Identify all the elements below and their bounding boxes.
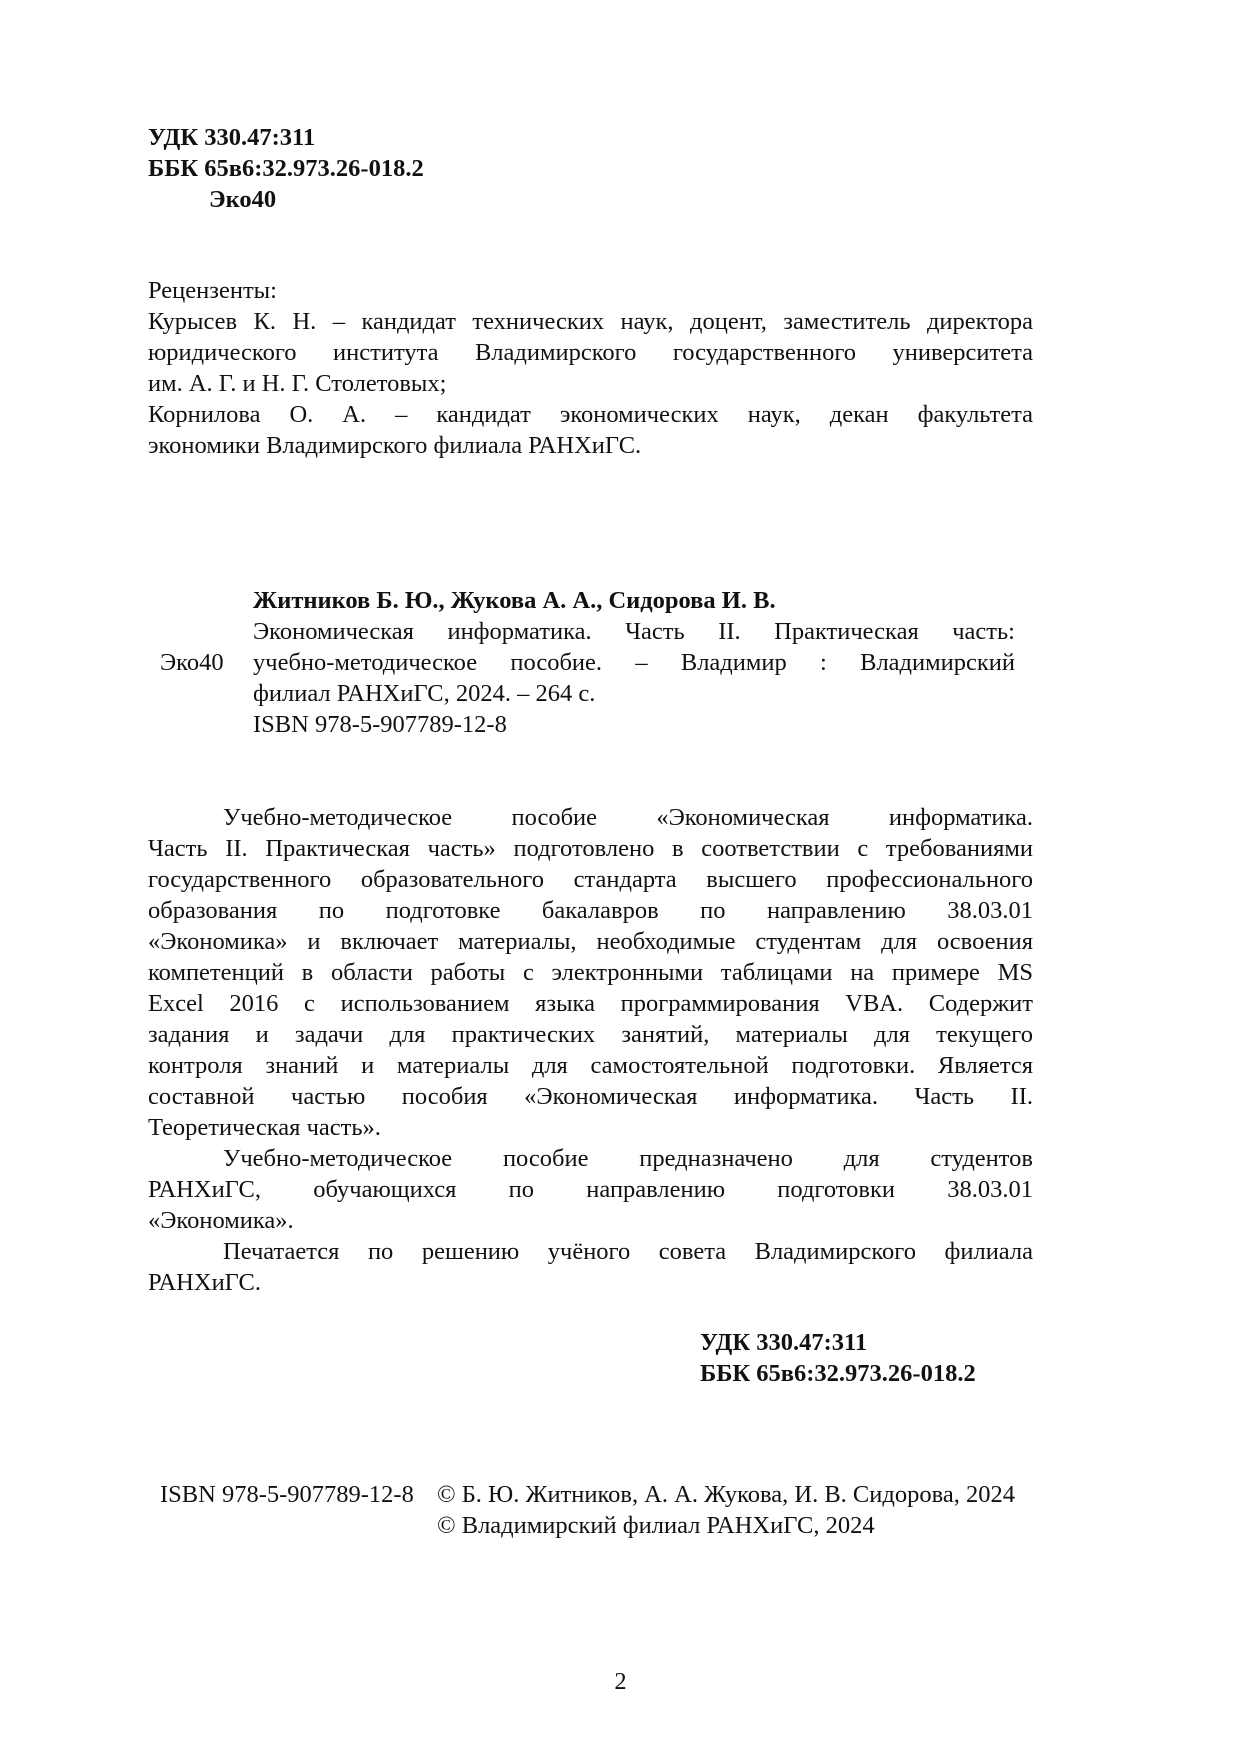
abstract-section <box>148 802 1033 1298</box>
copyright-institution: © Владимирский филиал РАНХиГС, 2024 <box>437 1512 875 1539</box>
bbk-code: ББК 65в6:32.973.26-018.2 <box>148 155 424 182</box>
abstract-p1-line: компетенций в области работы с электронными таблицами на примере MS <box>148 959 1033 986</box>
citation-line-3: филиал РАНХиГС, 2024. – 264 с. <box>253 680 596 707</box>
citation-line-1: Экономическая информатика. Часть II. Практическая часть: <box>253 618 1015 645</box>
page-number: 2 <box>614 1668 627 1695</box>
footer-udk-code: УДК 330.47:311 <box>700 1329 868 1356</box>
abstract-p1-line: Excel 2016 с использованием языка программирования VBA. Содержит <box>148 990 1033 1017</box>
abstract-p2-line: РАНХиГС, обучающихся по направлению подготовки 38.03.01 <box>148 1176 1033 1203</box>
reviewer-1-line-2: юридического института Владимирского государственного университета <box>148 339 1033 366</box>
abstract-p1-line: государственного образовательного стандарта высшего профессионального <box>148 866 1033 893</box>
abstract-p1-line: составной частью пособия «Экономическая информатика. Часть II. <box>148 1083 1033 1110</box>
copyright-isbn: ISBN 978-5-907789-12-8 <box>160 1481 414 1508</box>
abstract-p2-line: Учебно-методическое пособие предназначено для студентов <box>223 1145 1033 1172</box>
reviewer-1-line-1: Курысев К. Н. – кандидат технических наук, доцент, заместитель директора <box>148 308 1033 335</box>
copyright-authors: © Б. Ю. Житников, А. А. Жукова, И. В. Сидорова, 2024 <box>437 1481 1015 1508</box>
citation-author-mark: Эко40 <box>160 649 224 676</box>
citation-authors: Житников Б. Ю., Жукова А. А., Сидорова И. В. <box>253 587 776 614</box>
footer-bbk-code: ББК 65в6:32.973.26-018.2 <box>700 1360 976 1387</box>
abstract-p1-line: задания и задачи для практических занятий, материалы для текущего <box>148 1021 1033 1048</box>
abstract-p1-line: контроля знаний и материалы для самостоятельной подготовки. Является <box>148 1052 1033 1079</box>
author-mark: Эко40 <box>209 186 277 213</box>
citation-line-2: учебно-методическое пособие. – Владимир : Владимирский <box>253 649 1015 676</box>
citation-block <box>253 585 1015 740</box>
abstract-p1-line: Часть II. Практическая часть» подготовлено в соответствии с требованиями <box>148 835 1033 862</box>
reviewer-2-line-2: экономики Владимирского филиала РАНХиГС. <box>148 432 642 459</box>
reviewers-section <box>148 275 1033 461</box>
abstract-p1-line: «Экономика» и включает материалы, необходимые студентам для освоения <box>148 928 1033 955</box>
reviewer-1-line-3: им. А. Г. и Н. Г. Столетовых; <box>148 370 447 397</box>
citation-isbn: ISBN 978-5-907789-12-8 <box>253 711 507 738</box>
abstract-p2-line: «Экономика». <box>148 1207 294 1234</box>
abstract-p3-line: Печатается по решению учёного совета Владимирского филиала <box>223 1238 1033 1265</box>
reviewer-2-line-1: Корнилова О. А. – кандидат экономических наук, декан факультета <box>148 401 1033 428</box>
abstract-p1-line: Теоретическая часть». <box>148 1114 381 1141</box>
udk-code: УДК 330.47:311 <box>148 124 316 151</box>
abstract-p1-line: образования по подготовке бакалавров по направлению 38.03.01 <box>148 897 1033 924</box>
reviewers-title: Рецензенты: <box>148 277 277 304</box>
abstract-p1-line: Учебно-методическое пособие «Экономическая информатика. <box>223 804 1033 831</box>
abstract-p3-line: РАНХиГС. <box>148 1269 261 1296</box>
